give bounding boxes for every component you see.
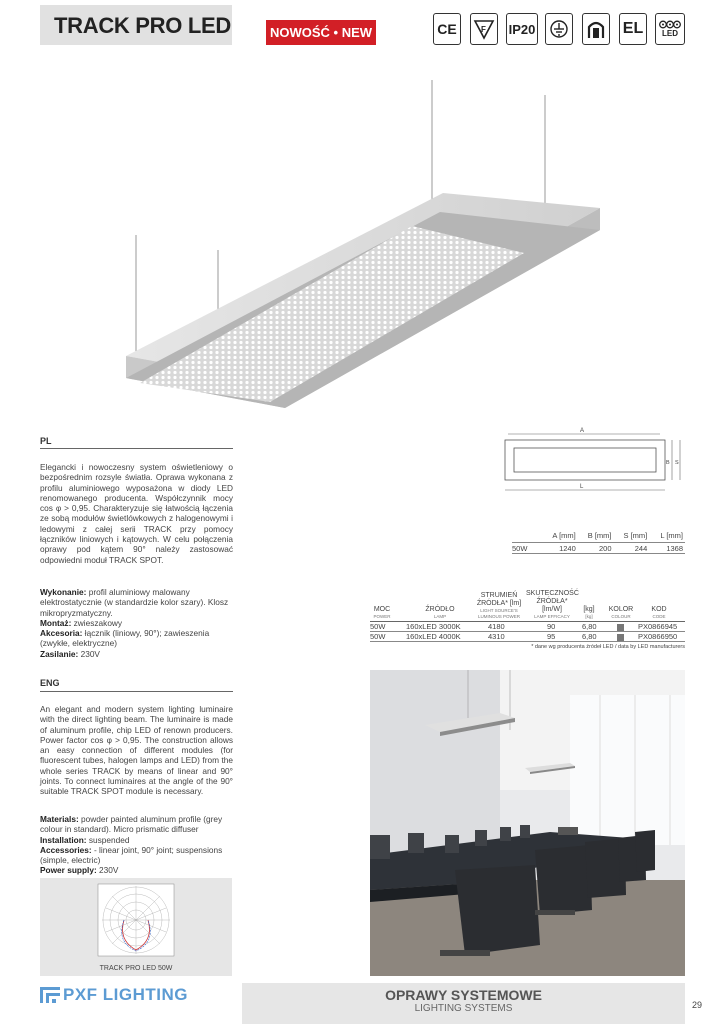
f-mark-icon [470, 13, 498, 45]
dim-l-label: L [580, 484, 584, 490]
downlight-icon [582, 13, 610, 45]
eng-power: 230V [99, 865, 119, 876]
title-box [40, 5, 232, 45]
dimensions-table: A [mm] B [mm] S [mm] L [mm] 50W 1240 200 244 1368 [512, 531, 683, 553]
product-table: MOC POWER ŹRÓDŁO LAMP STRUMIEŃ ŹRÓDŁA* [lm] LIGHT SOURCE'S LUMINOUS POWER SKUTECZNOŚĆ ŹRÓDŁA* [lm/W] LAMP EFFICACY [kg] [kg] KOLOR COLOUR KOD CODE 50W 160xLED 3000K 4180 90 6,80 PX0866945 50W 160xLED 4000K 4310 95 6,80 PX0866950 * dane wg producenta źródeł LED / data by LED manufacturers [370, 589, 685, 650]
pl-montaz: zwieszakowy [73, 617, 123, 628]
new-badge [266, 20, 376, 45]
page-title: TRACK PRO LED [54, 13, 231, 38]
el-icon: EL [619, 13, 647, 45]
svg-text:F: F [481, 25, 486, 34]
table-row: 50W 160xLED 4000K 4310 95 6,80 PX0866950 [370, 632, 685, 642]
ce-mark-icon: CE [433, 13, 461, 45]
eng-installation: suspended [88, 834, 130, 845]
pl-label: PL [40, 436, 52, 446]
badge-new: NEW [341, 25, 373, 40]
footer-category: OPRAWY SYSTEMOWE [385, 987, 542, 1003]
dim-a-label: A [580, 428, 585, 434]
polar-diagram-box [40, 878, 232, 976]
eng-label: ENG [40, 678, 60, 688]
eng-description: An elegant and modern system lighting luminaire with the direct lighting beam. The luminaire is made of aluminum profile, chip LED of renown producers. Power factor cos φ > 0,95. The construction allows an easy connection of different modules (for fluorescent tubes, halogen lamps and LED) from the whole series TRACK by means of linear and 90° joints. To connect luminaires at the angle of the 90° suitable TRACK SPOT module is necessary. [40, 704, 233, 797]
badge-dot: • [333, 25, 339, 40]
badge-nowosc: NOWOŚĆ [269, 25, 330, 40]
pl-akcesoria: łącznik (liniowy, 90°); zawieszenia (zwykłe, elektryczne) [40, 628, 210, 649]
table-footnote: * dane wg producenta źródeł LED / data by LED manufacturers [531, 644, 685, 650]
polar-diagram [94, 882, 178, 958]
polar-caption: TRACK PRO LED 50W [99, 965, 173, 972]
table-row: 50W 1240 200 244 1368 [512, 544, 683, 553]
eng-materials: powder painted aluminum profile (grey colour in standard). Micro prismatic diffuser [40, 814, 223, 835]
eng-specs: Materials: powder painted aluminum profile (grey colour in standard). Micro prismatic diffuser Installation: suspended Accessories: - linear joint, 90° joint; suspensions (simple, electric) Power supply: 230V [40, 814, 223, 876]
colour-swatch [617, 634, 624, 641]
table-row: 50W 160xLED 3000K 4180 90 6,80 PX0866945 [370, 622, 685, 632]
conference-room-photo [370, 670, 685, 976]
logo-text: PXF LIGHTING [63, 985, 188, 1004]
pl-zasilanie: 230V [80, 648, 100, 659]
pxf-logo-icon [40, 987, 60, 1003]
pl-description: Elegancki i nowoczesny system oświetleniowy o bezpośrednim rozsyle światła. Oprawa wykonana z profilu aluminiowego wyposażona w diody LED renomowanego producenta. Współczynnik mocy cos φ > 0,95. Charakteryzuje się łatwością łączenia ze sobą modułów świetlówkowych z halogenowymi i ledowymi z całej serii TRACK przy pomocy łączników liniowych i kątowych. W celu połączenia oprawy pod kątem 90° należy zastosować odpowiedni moduł TRACK SPOT. [40, 462, 233, 565]
pxf-logo [40, 986, 188, 1004]
dim-b-label: B [666, 460, 670, 466]
pl-specs: Wykonanie: profil aluminiowy malowany elektrostatycznie (w standardzie kolor szary). Klosz mikropryzmatyczny. Montaż: zwieszakowy Akcesoria: łącznik (liniowy, 90°); zawieszenia (zwykłe, elektryczne) Zasilanie: 230V [40, 587, 229, 659]
footer-category-en: LIGHTING SYSTEMS [414, 1003, 513, 1014]
pl-wykonanie: profil aluminiowy malowany elektrostatycznie (w standardzie kolor szary). Klosz mikropryzmatyczny. [40, 587, 229, 618]
dim-s-label: S [675, 460, 679, 466]
ground-icon [545, 13, 573, 45]
pl-rule [40, 448, 233, 449]
footer-category-bar [242, 983, 685, 1024]
eng-rule [40, 691, 233, 692]
dimension-drawing [500, 424, 688, 496]
page-number: 29 [692, 1000, 703, 1010]
ip-rating-icon: IP20 [506, 13, 538, 45]
colour-swatch [617, 624, 624, 631]
luminaire-product-image [40, 60, 685, 420]
eng-accessories: - linear joint, 90° joint; suspensions (simple, electric) [40, 844, 223, 866]
led-icon: LED [655, 13, 685, 45]
